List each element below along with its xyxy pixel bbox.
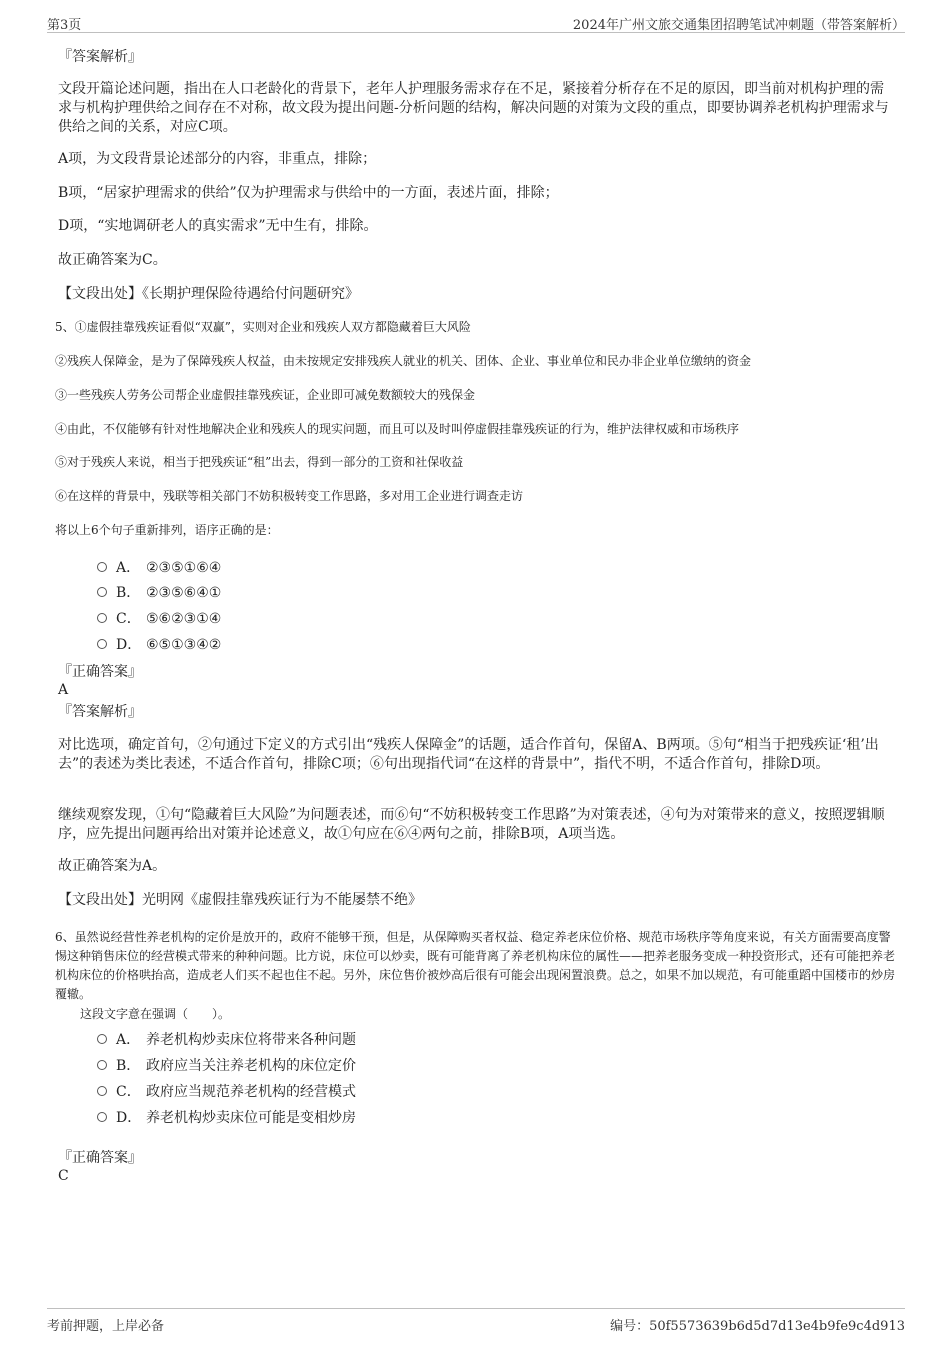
q4-analysis-paragraph: 文段开篇论述问题，指出在人口老龄化的背景下，老年人护理服务需求存在不足，紧接着分析存在不足的原因，即当前对机构护理的需求与机构护理供给之间存在不对称，故文段为提出问题-分析问题的结构，解决问题的对策为文段的重点，即要协调养老机构护理需求与供给之间的关系，对应C项。 <box>58 81 889 135</box>
q5-sentence-6: ⑥在这样的背景中，残联等相关部门不妨积极转变工作思路，多对用工企业进行调查走访 <box>55 489 524 503</box>
q5-sentence-4: ④由此，不仅能够有针对性地解决企业和残疾人的现实问题，而且可以及时叫停虚假挂靠残疾证的行为，维护法律权威和市场秩序 <box>55 422 740 436</box>
q5-answer-heading: 『正确答案』 <box>58 664 142 680</box>
q5-source: 【文段出处】光明网《虚假挂靠残疾证行为不能屡禁不绝》 <box>58 892 422 908</box>
page-footer <box>47 1308 905 1334</box>
q5-option-d[interactable]: D． ⑥⑤①③④② <box>97 634 221 654</box>
page-number: 第3页 <box>47 18 82 33</box>
q5-sentence-2: ②残疾人保障金，是为了保障残疾人权益，由未按规定安排残疾人就业的机关、团体、企业、事业单位和民办非企业单位缴纳的资金 <box>55 354 752 368</box>
q5-prompt: 将以上6个句子重新排列，语序正确的是： <box>55 523 279 537</box>
q6-option-d[interactable]: D． 养老机构炒卖床位可能是变相炒房 <box>97 1107 356 1127</box>
q5-conclusion: 故正确答案为A。 <box>58 858 167 874</box>
q5-analysis-paragraph-1: 对比选项，确定首句，②句通过下定义的方式引出“残疾人保障金”的话题，适合作首句，保留A、B两项。⑤句“相当于把残疾证‘租’出去”的表述为类比表述，不适合作首句，排除C项；⑥句出现指代词“在这样的背景中”，指代不明，不适合作首句，排除D项。 <box>58 737 879 772</box>
radio-icon[interactable] <box>97 587 107 597</box>
q5-sentence-5: ⑤对于残疾人来说，相当于把残疾证“租”出去，得到一部分的工资和社保收益 <box>55 455 464 469</box>
radio-icon[interactable] <box>97 613 107 623</box>
q5-answer: A <box>58 682 69 698</box>
q5-sentence-3: ③一些残疾人劳务公司帮企业虚假挂靠残疾证，企业即可减免数额较大的残保金 <box>55 388 476 402</box>
q6-prompt: 这段文字意在强调（ ）。 <box>80 1007 231 1021</box>
q4-conclusion: 故正确答案为C。 <box>58 252 167 268</box>
q5-option-b[interactable]: B． ②③⑤⑥④① <box>97 582 221 602</box>
q6-stem: 6、虽然说经营性养老机构的定价是放开的，政府不能够干预，但是，从保障购买者权益、稳定养老床位价格、规范市场秩序等角度来说，有关方面需要高度警惕这种销售床位的经营模式带来的种种问题。比方说，床位可以炒卖，既有可能背离了养老机构床位的属性——把养老服务变成一种投资形式，还有可能把养老机构床位的价格哄抬高，造成老人们买不起也住不起。另外，床位售价被炒高后很有可能会出现闲置浪费。总之，如果不加以规范，有可能重蹈中国楼市的炒房覆辙。 <box>55 930 896 1001</box>
q5-analysis-heading: 『答案解析』 <box>58 704 142 720</box>
q6-answer-heading: 『正确答案』 <box>58 1150 142 1166</box>
radio-icon[interactable] <box>97 1112 107 1122</box>
radio-icon[interactable] <box>97 1086 107 1096</box>
q5-sentence-1: 5、①虚假挂靠残疾证看似“双赢”，实则对企业和残疾人双方都隐藏着巨大风险 <box>55 320 471 334</box>
footer-slogan: 考前押题，上岸必备 <box>47 1319 165 1334</box>
q5-option-c[interactable]: C． ⑤⑥②③①④ <box>97 608 221 628</box>
q4-analysis-heading: 『答案解析』 <box>58 49 142 65</box>
q5-option-a[interactable]: A． ②③⑤①⑥④ <box>97 557 221 577</box>
document-title: 2024年广州文旅交通集团招聘笔试冲刺题（带答案解析） <box>572 18 905 33</box>
radio-icon[interactable] <box>97 1060 107 1070</box>
radio-icon[interactable] <box>97 562 107 572</box>
q6-answer: C <box>58 1168 69 1184</box>
q4-option-a-explanation: A项，为文段背景论述部分的内容，非重点，排除； <box>58 151 377 167</box>
radio-icon[interactable] <box>97 639 107 649</box>
q4-option-d-explanation: D项，“实地调研老人的真实需求”无中生有，排除。 <box>58 218 378 234</box>
radio-icon[interactable] <box>97 1034 107 1044</box>
q4-source: 【文段出处】《长期护理保险待遇给付问题研究》 <box>58 286 359 302</box>
document-code: 编号：50f5573639b6d5d7d13e4b9fe9c4d913 <box>610 1319 905 1334</box>
page-header <box>47 12 905 33</box>
q4-option-b-explanation: B项，“居家护理需求的供给”仅为护理需求与供给中的一方面，表述片面，排除； <box>58 185 559 201</box>
q5-analysis-paragraph-2: 继续观察发现，①句“隐藏着巨大风险”为问题表述，而⑥句“不妨积极转变工作思路”为对策表述，④句为对策带来的意义，按照逻辑顺序，应先提出问题再给出对策并论述意义，故①句应在⑥④两句之前，排除B项，A项当选。 <box>58 807 885 842</box>
q6-option-c[interactable]: C． 政府应当规范养老机构的经营模式 <box>97 1081 356 1101</box>
q6-option-b[interactable]: B． 政府应当关注养老机构的床位定价 <box>97 1055 356 1075</box>
q6-option-a[interactable]: A． 养老机构炒卖床位将带来各种问题 <box>97 1029 356 1049</box>
